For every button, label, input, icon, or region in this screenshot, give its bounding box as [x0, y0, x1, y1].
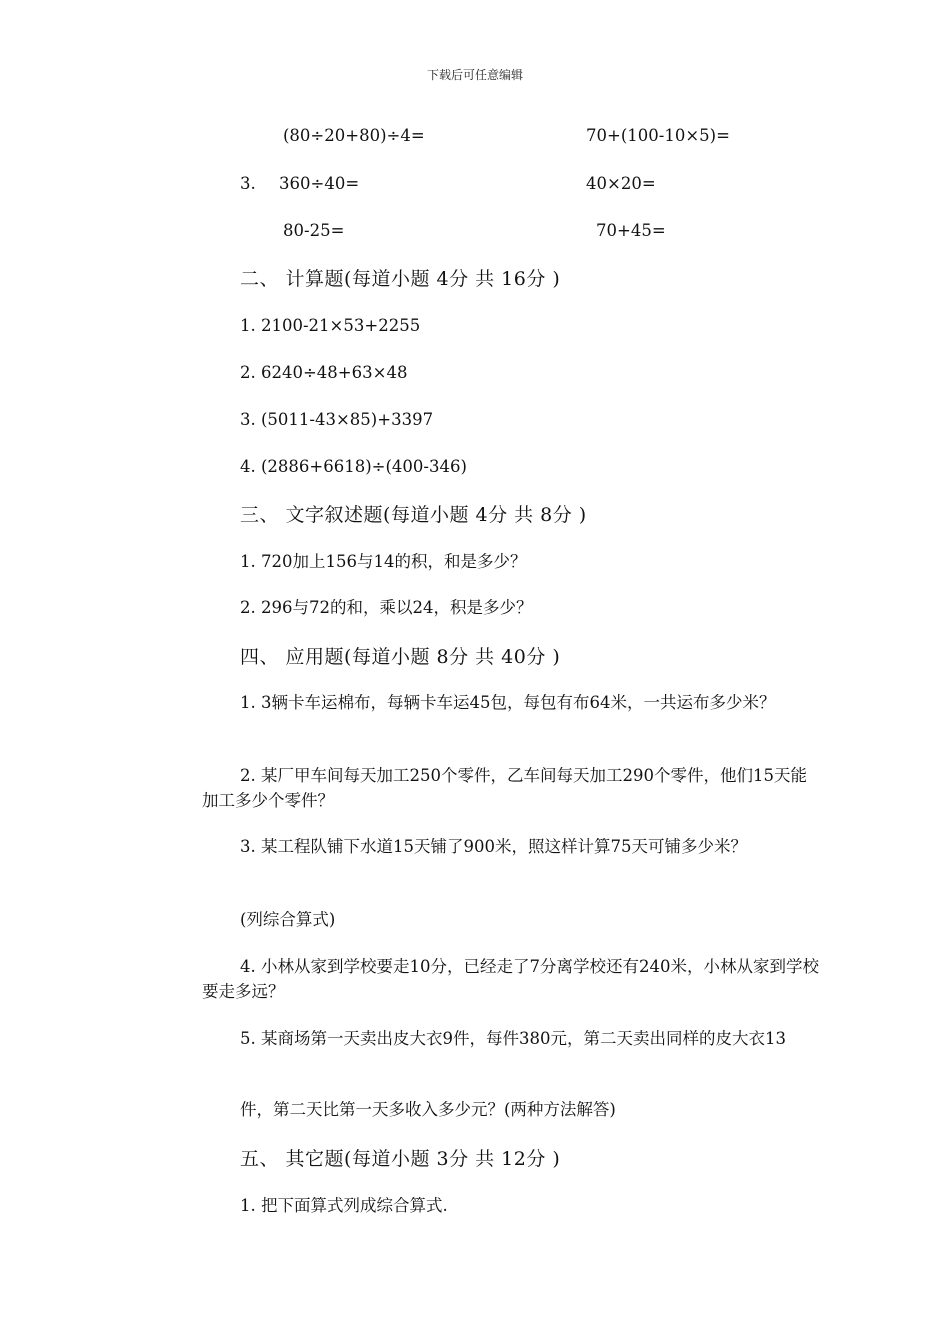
- other-item-1: 1. 把下面算式列成综合算式.: [240, 1196, 448, 1215]
- section-applied-title: 四、 应用题(每道小题 8分 共 40分 ): [240, 646, 561, 668]
- section-other-title: 五、 其它题(每道小题 3分 共 12分 ): [240, 1148, 561, 1170]
- applied-item-1-text: 1. 3辆卡车运棉布，每辆卡车运45包，每包有布64米，一共运布多少米？: [240, 693, 776, 712]
- applied-item-1: [202, 690, 822, 715]
- expr-row2-number: 3.: [240, 174, 256, 193]
- calc-item-3: 3. (5011-43×85)+3397: [240, 410, 434, 429]
- expr-row3-left: 80-25=: [283, 221, 345, 240]
- word-item-1: 1. 720加上156与14的积，和是多少？: [240, 552, 527, 571]
- word-item-2: 2. 296与72的和，乘以24，积是多少？: [240, 598, 533, 617]
- applied-item-5-cont: 件，第二天比第一天多收入多少元？(两种方法解答): [240, 1100, 616, 1119]
- expr-row2-right: 40×20=: [586, 174, 656, 193]
- applied-item-2: [202, 763, 822, 813]
- page-header: 下载后可任意编辑: [426, 68, 523, 82]
- expr-row3-right: 70+45=: [596, 221, 666, 240]
- calc-item-4: 4. (2886+6618)÷(400-346): [240, 457, 467, 476]
- section-word-title: 三、 文字叙述题(每道小题 4分 共 8分 ): [240, 504, 587, 526]
- expr-row1-left: (80÷20+80)÷4=: [283, 126, 425, 145]
- expr-row1-right: 70+(100-10×5)=: [586, 126, 730, 145]
- calc-item-1: 1. 2100-21×53+2255: [240, 316, 421, 335]
- expr-row2-left: 360÷40=: [279, 174, 360, 193]
- applied-item-5: [202, 1026, 822, 1051]
- applied-item-5-text: 5. 某商场第一天卖出皮大衣9件，每件380元，第二天卖出同样的皮大衣13: [240, 1029, 786, 1048]
- applied-item-3-text: 3. 某工程队铺下水道15天铺了900米，照这样计算75天可铺多少米？: [240, 837, 747, 856]
- applied-item-4-text: 4. 小林从家到学校要走10分，已经走了7分离学校还有240米，小林从家到学校要走多远？: [202, 957, 819, 1001]
- applied-item-3-note: (列综合算式): [240, 910, 336, 929]
- applied-item-4: [202, 954, 822, 1004]
- section-calc-title: 二、 计算题(每道小题 4分 共 16分 ): [240, 268, 561, 290]
- calc-item-2: 2. 6240÷48+63×48: [240, 363, 408, 382]
- applied-item-3: [202, 834, 822, 859]
- applied-item-2-text: 2. 某厂甲车间每天加工250个零件，乙车间每天加工290个零件，他们15天能加工多少个零件？: [202, 766, 807, 810]
